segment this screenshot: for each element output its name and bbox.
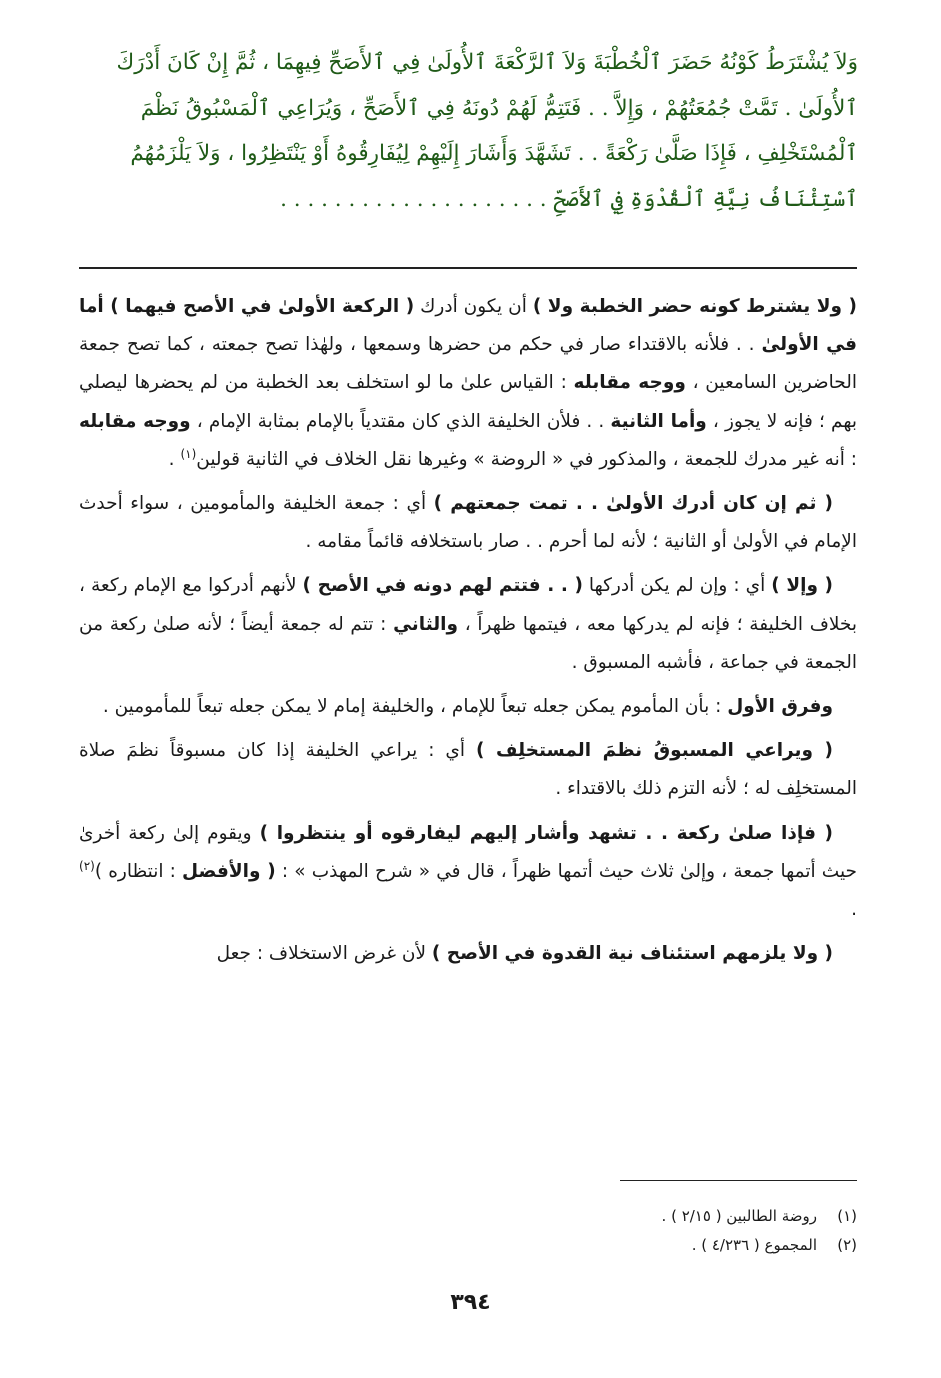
matn-line-2: ٱلأُولَىٰ . تَمَّتْ جُمُعَتُهُمْ ، وَإِلاَّ . . فَتَتِمُّ لَهُمْ دُونَهُ فِي ٱلأَصَحِّ ، وَيُرَاعِي ٱلْمَسْبُوقُ نَظْمَ bbox=[140, 95, 858, 121]
quoted-matn: ( . . فتتم لهم دونه في الأصح ) bbox=[302, 575, 583, 597]
footnote-2 bbox=[420, 1231, 857, 1260]
commentary-paragraph-2 bbox=[79, 485, 857, 561]
footnote-marker-2[interactable]: (٢) bbox=[79, 858, 95, 873]
footnote-marker-1[interactable]: (١) bbox=[180, 446, 197, 461]
footnote-divider bbox=[620, 1180, 857, 1181]
commentary-text: لأن غرض الاستخلاف : جعل bbox=[216, 943, 432, 965]
commentary-text: . . فلأن الخليفة الذي كان مقتدياً بالإمام بمثابة الإمام ، bbox=[190, 410, 611, 432]
commentary-text: . bbox=[851, 899, 857, 921]
footnote-1 bbox=[420, 1202, 857, 1231]
bold-term: ووجه مقابله bbox=[79, 410, 191, 432]
commentary-text: . . فلأنه بالاقتداء صار في حكم من حضرها وسمعها ، ولهٰذا تصح جمعته ، كما تصح جمعة الحاضرين السامعين ، bbox=[79, 334, 857, 394]
footnotes bbox=[420, 1202, 857, 1260]
commentary-text: : أنه غير مدرك للجمعة ، والمذكور في « الروضة » وغيرها نقل الخلاف في الثانية قولين bbox=[196, 448, 857, 470]
footnote-text: روضة الطالبين ( ٢/١٥ ) . bbox=[661, 1207, 817, 1225]
commentary-paragraph-1 bbox=[79, 288, 857, 479]
quoted-matn: ( وإلا ) bbox=[771, 575, 833, 597]
quoted-matn: ( ولا يلزمهم استئناف نية القدوة في الأصح ) bbox=[431, 943, 833, 965]
quoted-matn: ( الركعة الأولىٰ في الأصح فيهما ) أما في الأولىٰ bbox=[79, 296, 857, 356]
section-divider bbox=[79, 267, 857, 269]
commentary-text: ويقوم إلىٰ ركعة أخرىٰ حيث أتمها جمعة ، وإلىٰ ثلاث حيث أتمها ظهراً ، قال في « شرح المهذب » : bbox=[79, 822, 857, 882]
commentary-paragraph-5 bbox=[79, 732, 857, 808]
commentary-text: . bbox=[168, 448, 181, 470]
quoted-matn: ( فإذا صلىٰ ركعة . . تشهد وأشار إليهم ليفارقوه أو ينتظروا ) bbox=[259, 822, 833, 844]
commentary-text-block bbox=[79, 288, 857, 979]
commentary-paragraph-4 bbox=[79, 688, 857, 726]
bold-term: ( والأفضل bbox=[182, 860, 276, 882]
matn-line-3: ٱلْمُسْتَخْلِفِ ، فَإِذَا صَلَّىٰ رَكْعَةً . . تَشَهَّدَ وَأَشَارَ إِلَيْهِمْ لِيُفَارِقُوهُ أَوْ يَنْتَظِرُوا ، وَلاَ يَلْزَمُهُمُ bbox=[130, 141, 858, 166]
page-number: ٣٩٤ bbox=[450, 1290, 491, 1315]
commentary-text: لأنهم أدركوا مع الإمام ركعة ، بخلاف الخليفة ؛ فإنه لم يدركها معه ، فيتمها ظهراً ، bbox=[79, 575, 858, 635]
matn-line-1: وَلاَ يُشْتَرَطُ كَوْنُهُ حَضَرَ ٱلْخُطْبَةَ وَلاَ ٱلرَّكْعَةَ ٱلأُولَىٰ فِي ٱلأَصَحِّ فِيهِمَا ، ثُمَّ إِنْ كَانَ أَدْرَكَ bbox=[116, 50, 858, 75]
quoted-matn: ( ثم إن كان أدرك الأولىٰ . . تمت جمعتهم ) bbox=[433, 493, 833, 515]
commentary-text: : تتم له جمعة أيضاً ؛ لأنه صلىٰ ركعة من الجمعة في جماعة ، فأشبه المسبوق . bbox=[79, 613, 857, 673]
bold-term: والثاني bbox=[393, 613, 459, 635]
footnote-number: (٢) bbox=[837, 1236, 857, 1254]
matn-trailing-dots: . . . . . . . . . . . . . . . . . . . . bbox=[280, 186, 547, 212]
footnote-number: (١) bbox=[837, 1207, 857, 1225]
commentary-text: أي : يراعي الخليفة إذا كان مسبوقاً نظمَ صلاة المستخلِف له ؛ لأنه التزم ذلك بالاقتداء . bbox=[79, 740, 857, 800]
commentary-text: : القياس علىٰ ما لو استخلف بعد الخطبة من لم يحضرها ليصلي بهم ؛ فإنه لا يجوز ، bbox=[79, 372, 857, 432]
commentary-text: أن يكون أدرك bbox=[414, 296, 533, 317]
matn-line-4 bbox=[78, 177, 858, 223]
matn-text-block bbox=[78, 40, 858, 222]
bold-term: وأما الثانية bbox=[610, 410, 707, 432]
bold-term: وفرق الأول bbox=[727, 696, 833, 718]
commentary-paragraph-3 bbox=[79, 567, 857, 682]
matn-line-4-text: ٱسْتِئْنَافُ نِيَّةِ ٱلْقُدْوَةِ فِي ٱلأَصَحِّ bbox=[553, 186, 858, 212]
quoted-matn: ( ولا يشترط كونه حضر الخطبة ولا ) bbox=[532, 296, 857, 317]
commentary-text: : انتظاره ) bbox=[94, 860, 183, 882]
commentary-text: أي : جمعة الخليفة والمأمومين ، سواء أحدث الإمام في الأولىٰ أو الثانية ؛ لأنه لما أحرم . . صار باستخلافه قائماً مقامه . bbox=[79, 493, 857, 553]
commentary-paragraph-6 bbox=[79, 815, 857, 930]
commentary-paragraph-7 bbox=[79, 935, 857, 973]
commentary-text: أي : وإن لم يكن أدركها bbox=[582, 575, 772, 597]
bold-term: ووجه مقابله bbox=[573, 372, 686, 394]
commentary-text: : بأن المأموم يمكن جعله تبعاً للإمام ، والخليفة إمام لا يمكن جعله تبعاً للمأمومين . bbox=[102, 696, 728, 718]
quoted-matn: ( ويراعي المسبوقُ نظمَ المستخلِف ) bbox=[476, 740, 833, 762]
footnote-text: المجموع ( ٤/٢٣٦ ) . bbox=[691, 1236, 817, 1254]
